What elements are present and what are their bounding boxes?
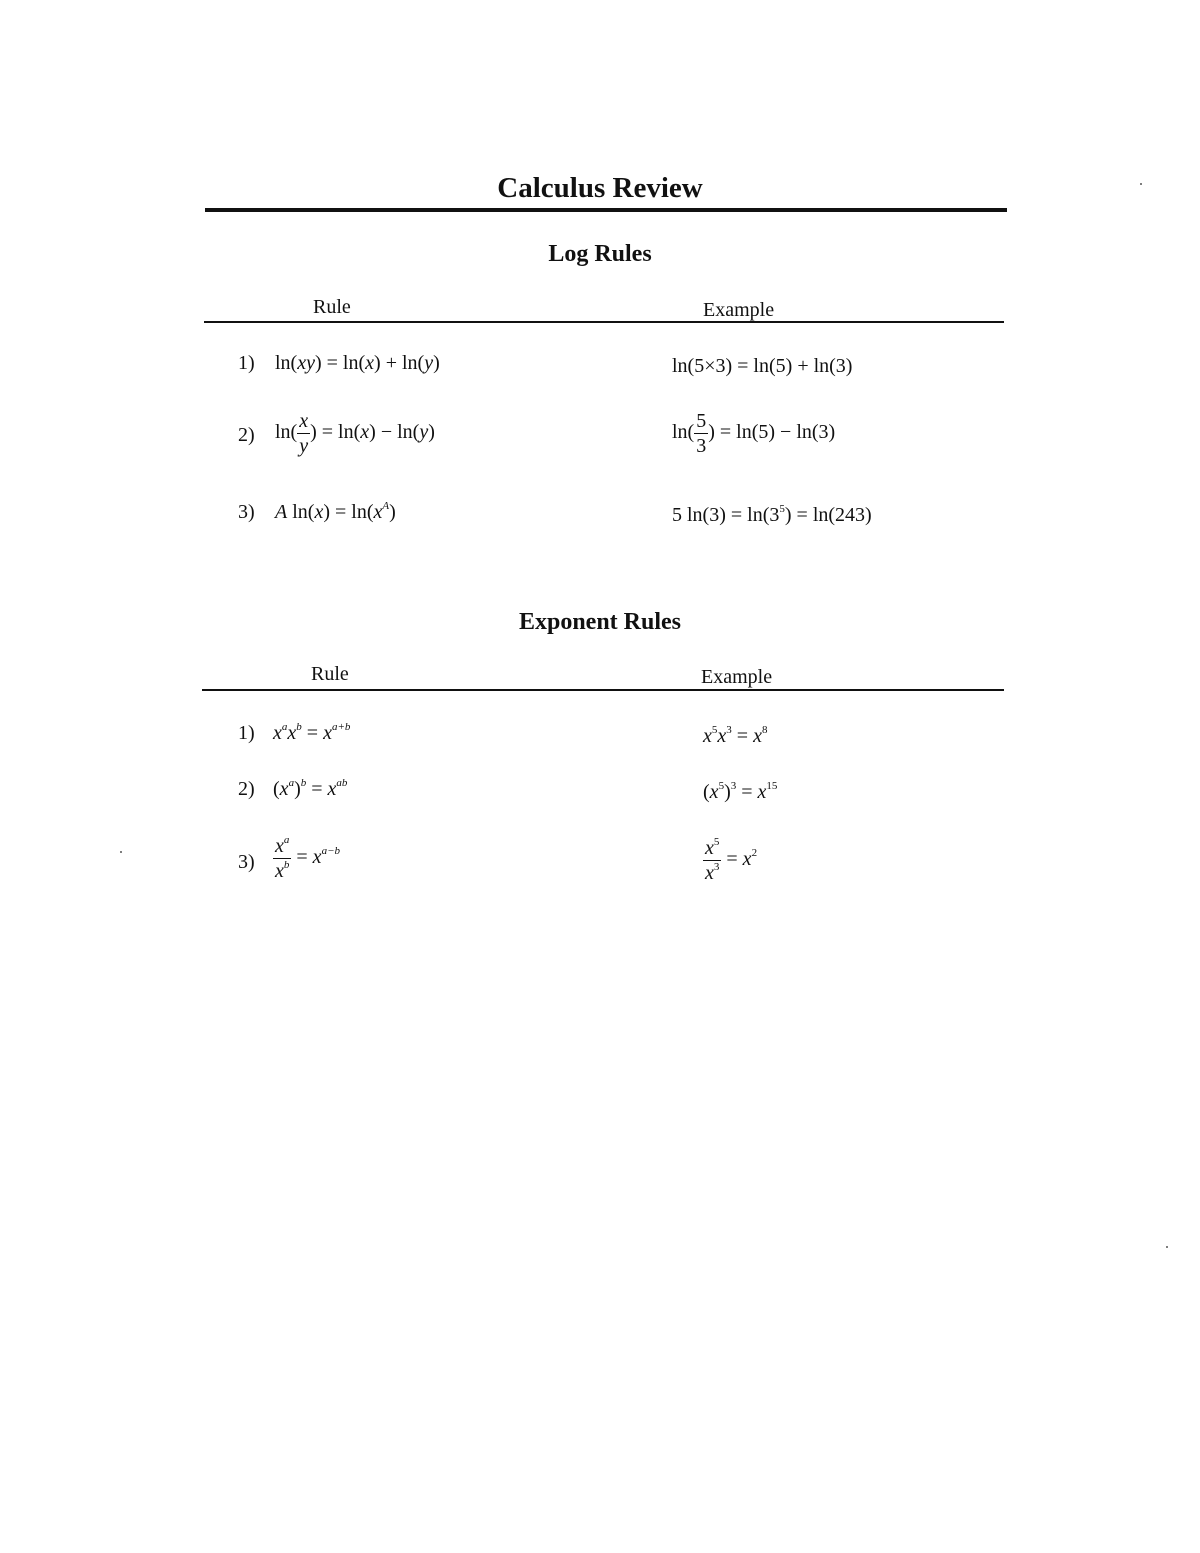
- fraction-5-over-3: $\frac{5}{3}$: [696, 410, 707, 457]
- log-rule-2-example: ln( $\frac{5}{3}$ ) = ln(5) − ln(3): [672, 410, 836, 457]
- exponent-rules-heading: Exponent Rules: [518, 609, 682, 635]
- exponent-rule-2-number: 2): [238, 778, 255, 800]
- log-rule-3-formula: A $\ln(x) = \ln(x^A)$: [275, 500, 396, 523]
- fraction-x-over-y: $\frac{x}{y}$: [299, 410, 309, 457]
- exponent-rule-2-formula: $(x^a)^b = x^{ab}$: [273, 777, 348, 800]
- log-rule-1-example: ln(5×3) = ln(5) + ln(3): [672, 355, 853, 377]
- log-rule-column-header: Rule: [313, 296, 351, 318]
- log-rule-1-formula: ln(xy) = ln(x) + ln(y): [275, 352, 440, 374]
- scan-speck: [120, 851, 122, 853]
- log-rule-1-number: 1): [238, 352, 255, 374]
- page-title: Calculus Review: [497, 172, 703, 204]
- log-rule-2-number: 2): [238, 424, 255, 446]
- log-rules-header-line: [204, 321, 1004, 323]
- title-underline: [205, 208, 1007, 212]
- exponent-example-column-header: Example: [701, 666, 773, 688]
- exponent-rule-2-example: $(x^5)^3 = x^{15}$: [703, 780, 778, 803]
- log-rule-3-number: 3): [238, 501, 255, 523]
- log-rules-heading: Log Rules: [548, 241, 652, 267]
- log-rule-2-formula: ln( $\frac{x}{y}$ ) = ln(x) − ln(y): [275, 410, 435, 457]
- exponent-rule-1-example: $x^5x^3 = x^8$: [703, 724, 768, 747]
- exponent-rule-3-example: $\frac{x^5}{x^3}$ = $x^2$: [705, 836, 758, 884]
- exponent-rule-column-header: Rule: [311, 663, 349, 685]
- log-rule-3-example: 5 $\ln(3) = \ln(3^5) = \ln(243)$: [672, 503, 872, 526]
- exponent-rules-header-line: [202, 689, 1004, 691]
- scan-speck: [1166, 1246, 1168, 1248]
- log-example-column-header: Example: [703, 299, 775, 321]
- scan-speck: [1140, 183, 1142, 185]
- fraction-x5-over-x3: $\frac{x^5}{x^3}$: [705, 836, 720, 884]
- exponent-rule-1-formula: $x^ax^b = x^{a+b}$: [273, 721, 351, 744]
- fraction-xa-over-xb: $\frac{x^a}{x^b}$: [275, 834, 290, 882]
- exponent-rule-1-number: 1): [238, 722, 255, 744]
- exponent-rule-3-formula: $\frac{x^a}{x^b}$ = $x^{a-b}$: [275, 834, 340, 882]
- exponent-rule-3-number: 3): [238, 851, 255, 873]
